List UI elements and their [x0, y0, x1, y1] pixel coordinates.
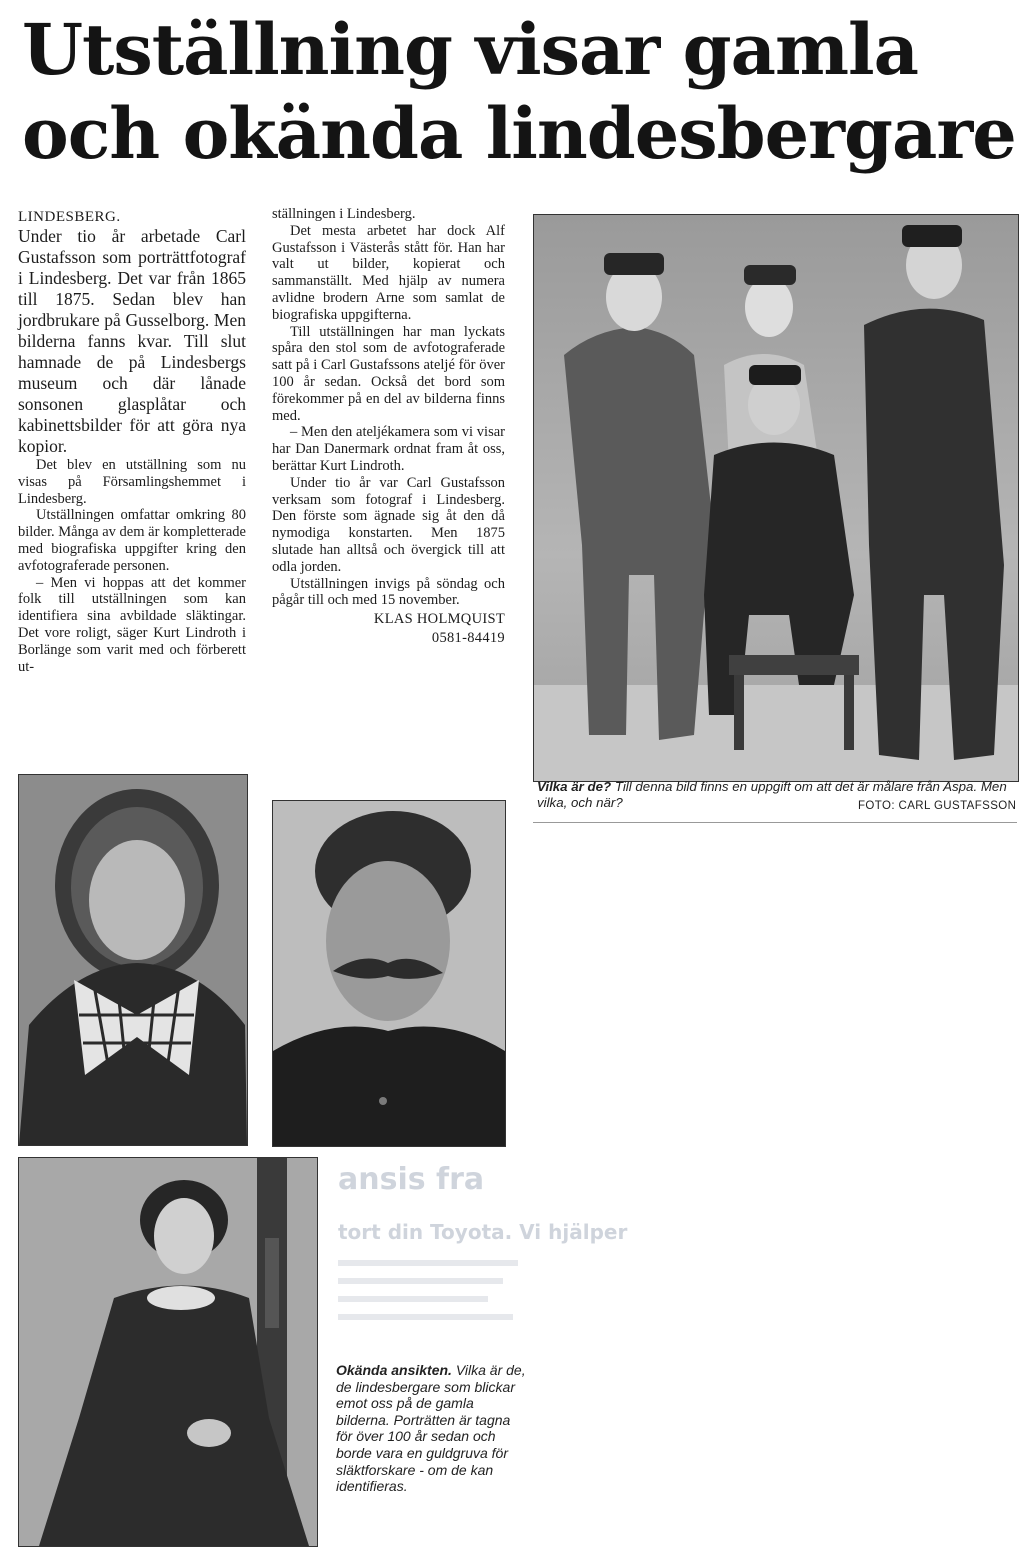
paragraph: Utställningen invigs på söndag och pågår till och med 15 november. [272, 575, 505, 609]
headline-line-2: och okända lindesbergare [22, 92, 1016, 175]
group-photo [533, 214, 1019, 782]
paragraph: – Men vi hoppas att det kommer folk till utställningen som kan identifiera sina avbildade släktingar. Det vore roligt, säger Kurt Lindroth i Borlänge som varit med och förberett ut- [18, 574, 246, 675]
caption-text: Vilka är de, de lindesbergare som blickar emot oss på de gamla bilderna. Porträtten är tagna för över 100 år sedan och borde vara en guldgruva för släktforskare - om de kan identifieras. [336, 1362, 526, 1495]
paragraph: – Men den ateljékamera som vi visar har Dan Danermark ordnat fram åt oss, berättar Kurt Lindroth. [272, 424, 505, 474]
bleed-through-line-1: ansis fra [338, 1162, 485, 1197]
portrait-woman-bonnet [18, 774, 248, 1146]
divider [533, 822, 1017, 823]
article-column-2 [272, 206, 505, 647]
headline-line-1: Utställning visar gamla [22, 8, 918, 91]
phone-number: 0581-84419 [431, 629, 505, 646]
dateline: LINDESBERG. [18, 209, 121, 225]
paragraph: Utställningen omfattar omkring 80 bilder. Många av dem är kompletterade med biografiska uppgifter kring den avfotograferade personen. [18, 507, 246, 574]
bleed-through-rule [338, 1296, 488, 1302]
portrait-man-moustache [272, 800, 506, 1147]
photo-credit: FOTO: CARL GUSTAFSSON [858, 800, 1017, 812]
caption-text: Till denna bild finns en uppgift om att det är målare från Aspa. Men vilka, och när? [537, 779, 1007, 810]
ingress: Under tio år arbetade Carl Gustafsson som porträttfotograf i Lindesberg. Det var från 1865 till 1875. Sedan blev han jordbrukare på Gusselborg. Men bilderna fanns kvar. Till slut hamnade de på Lindesbergs museum och där lånade sonsonen glasplåtar och kabinettsbilder för att göra nya kopior. [18, 226, 246, 456]
caption-lead: Vilka är de? [537, 779, 612, 794]
paragraph-continuation: ställningen i Lindesberg. [272, 206, 416, 222]
caption-lead: Okända ansikten. [336, 1362, 452, 1378]
paragraph: Det mesta arbetet har dock Alf Gustafsson i Västerås stått för. Han har valt ut bilder, kopierat och sammanställt. Med hjälp av numera avlidne brodern Arne som samlat de biografiska uppgifterna. [272, 222, 505, 323]
article-column-1 [18, 208, 246, 675]
bleed-through-rule [338, 1260, 518, 1266]
bleed-through-rule [338, 1278, 503, 1284]
paragraph: Till utställningen har man lyckats spåra den stol som de avfotograferade satt på i Carl Gustafssons ateljé för över 100 år sedan. Också det bord som förekommer på en del av bilderna finns med. [272, 323, 505, 424]
headline [22, 8, 1016, 176]
portraits-caption [336, 1362, 528, 1495]
byline: KLAS HOLMQUIST [373, 611, 505, 628]
paragraph: Under tio år var Carl Gustafsson verksam som fotograf i Lindesberg. Den förste som ägnade sig åt den då nymodiga konstarten. Men 1875 slutade han alltså och övergick till att odla jorden. [272, 474, 505, 575]
bleed-through-rule [338, 1314, 513, 1320]
paragraph: Det blev en utställning som nu visas på Församlingshemmet i Lindesberg. [18, 457, 246, 507]
bleed-through-line-2: tort din Toyota. Vi hjälper [338, 1220, 628, 1244]
portrait-woman-dress [18, 1157, 318, 1547]
bleed-through-text [318, 1160, 628, 1370]
